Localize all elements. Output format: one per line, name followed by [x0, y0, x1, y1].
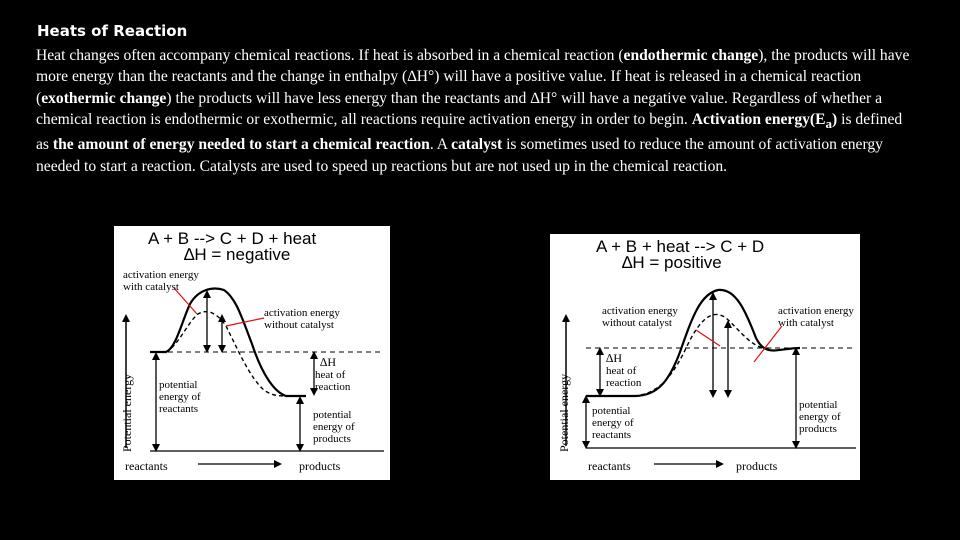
delta-h-sign: ∆H = negative — [184, 245, 291, 264]
label-prod-1: potential — [313, 409, 352, 421]
y-axis-label: Potential energy — [120, 373, 134, 452]
pointer-no-catalyst — [696, 330, 720, 346]
label-react-1: potential — [159, 379, 198, 391]
label-catalyst-2: with catalyst — [778, 317, 834, 329]
label-dh-3: reaction — [606, 377, 642, 389]
label-react-1: potential — [592, 405, 631, 417]
term-catalyst: catalyst — [451, 136, 503, 154]
label-nocat-2: without catalyst — [264, 319, 334, 331]
para-text-3: ) the products will have less energy than the reactants and ∆H° will have a negative value. Regardless of whether a chemical reaction is endothermic or exothermic, all reactions require activation energy in order to begin. — [36, 89, 883, 128]
x-label-reactants: reactants — [588, 459, 631, 473]
definition-activation-energy: the amount of energy needed to start a chemical reaction — [52, 136, 430, 154]
term-activation-energy: Activation $energy(E_a)$ — [691, 110, 838, 131]
label-prod-2: energy of — [799, 411, 841, 423]
label-dh-symbol: ∆H — [606, 351, 623, 365]
label-nocat-2: without catalyst — [602, 317, 672, 329]
para-text-2: ), the products will have more energy than the reactants and the change in enthalpy (∆H°) will have a positive value. If heat is released in a chemical reaction ( — [36, 47, 910, 107]
label-prod-3: products — [313, 433, 351, 445]
equation: A + B --> C + D + heat — [148, 229, 317, 248]
x-label-products: products — [736, 459, 778, 473]
term-endothermic: endothermic change — [623, 47, 759, 64]
label-dh-symbol: ∆H — [320, 355, 337, 369]
label-dh-3: reaction — [315, 381, 351, 393]
label-nocat-1: activation energy — [602, 305, 678, 317]
label-catalyst-1: activation energy — [123, 269, 199, 281]
para-text-4: is defined as — [36, 110, 903, 154]
label-dh-2: heat of — [315, 369, 346, 381]
equation: A + B + heat --> C + D — [596, 237, 765, 256]
endothermic-energy-diagram — [550, 234, 860, 480]
delta-h-sign: ∆H = positive — [622, 253, 722, 272]
label-react-3: reactants — [592, 429, 632, 441]
label-react-2: energy of — [592, 417, 634, 429]
label-catalyst-1: activation energy — [778, 305, 854, 317]
label-react-2: energy of — [159, 391, 201, 403]
para-text-6: is sometimes used to reduce the amount of activation energy needed to start a reaction. Catalysts are used to speed up reactions but are not used up in the chemical reaction. — [36, 136, 883, 175]
label-dh-2: heat of — [606, 365, 637, 377]
label-prod-1: potential — [799, 399, 838, 411]
body-paragraph — [36, 45, 916, 177]
term-exothermic: exothermic change — [41, 89, 167, 107]
exothermic-energy-diagram — [114, 226, 390, 480]
label-catalyst-2: with catalyst — [123, 281, 179, 293]
x-label-reactants: reactants — [125, 459, 168, 473]
y-axis-label: Potential energy — [557, 373, 571, 452]
para-text-1: Heat changes often accompany chemical reactions. If heat is absorbed in a chemical reaction ( — [36, 47, 624, 64]
label-react-3: reactants — [159, 403, 199, 415]
label-nocat-1: activation energy — [264, 307, 340, 319]
x-label-products: products — [299, 459, 341, 473]
para-text-5: . A — [429, 136, 452, 154]
label-prod-3: products — [799, 423, 837, 435]
label-prod-2: energy of — [313, 421, 355, 433]
slide-title: Heats of Reaction — [37, 22, 188, 40]
pointer-catalyst — [754, 326, 782, 362]
